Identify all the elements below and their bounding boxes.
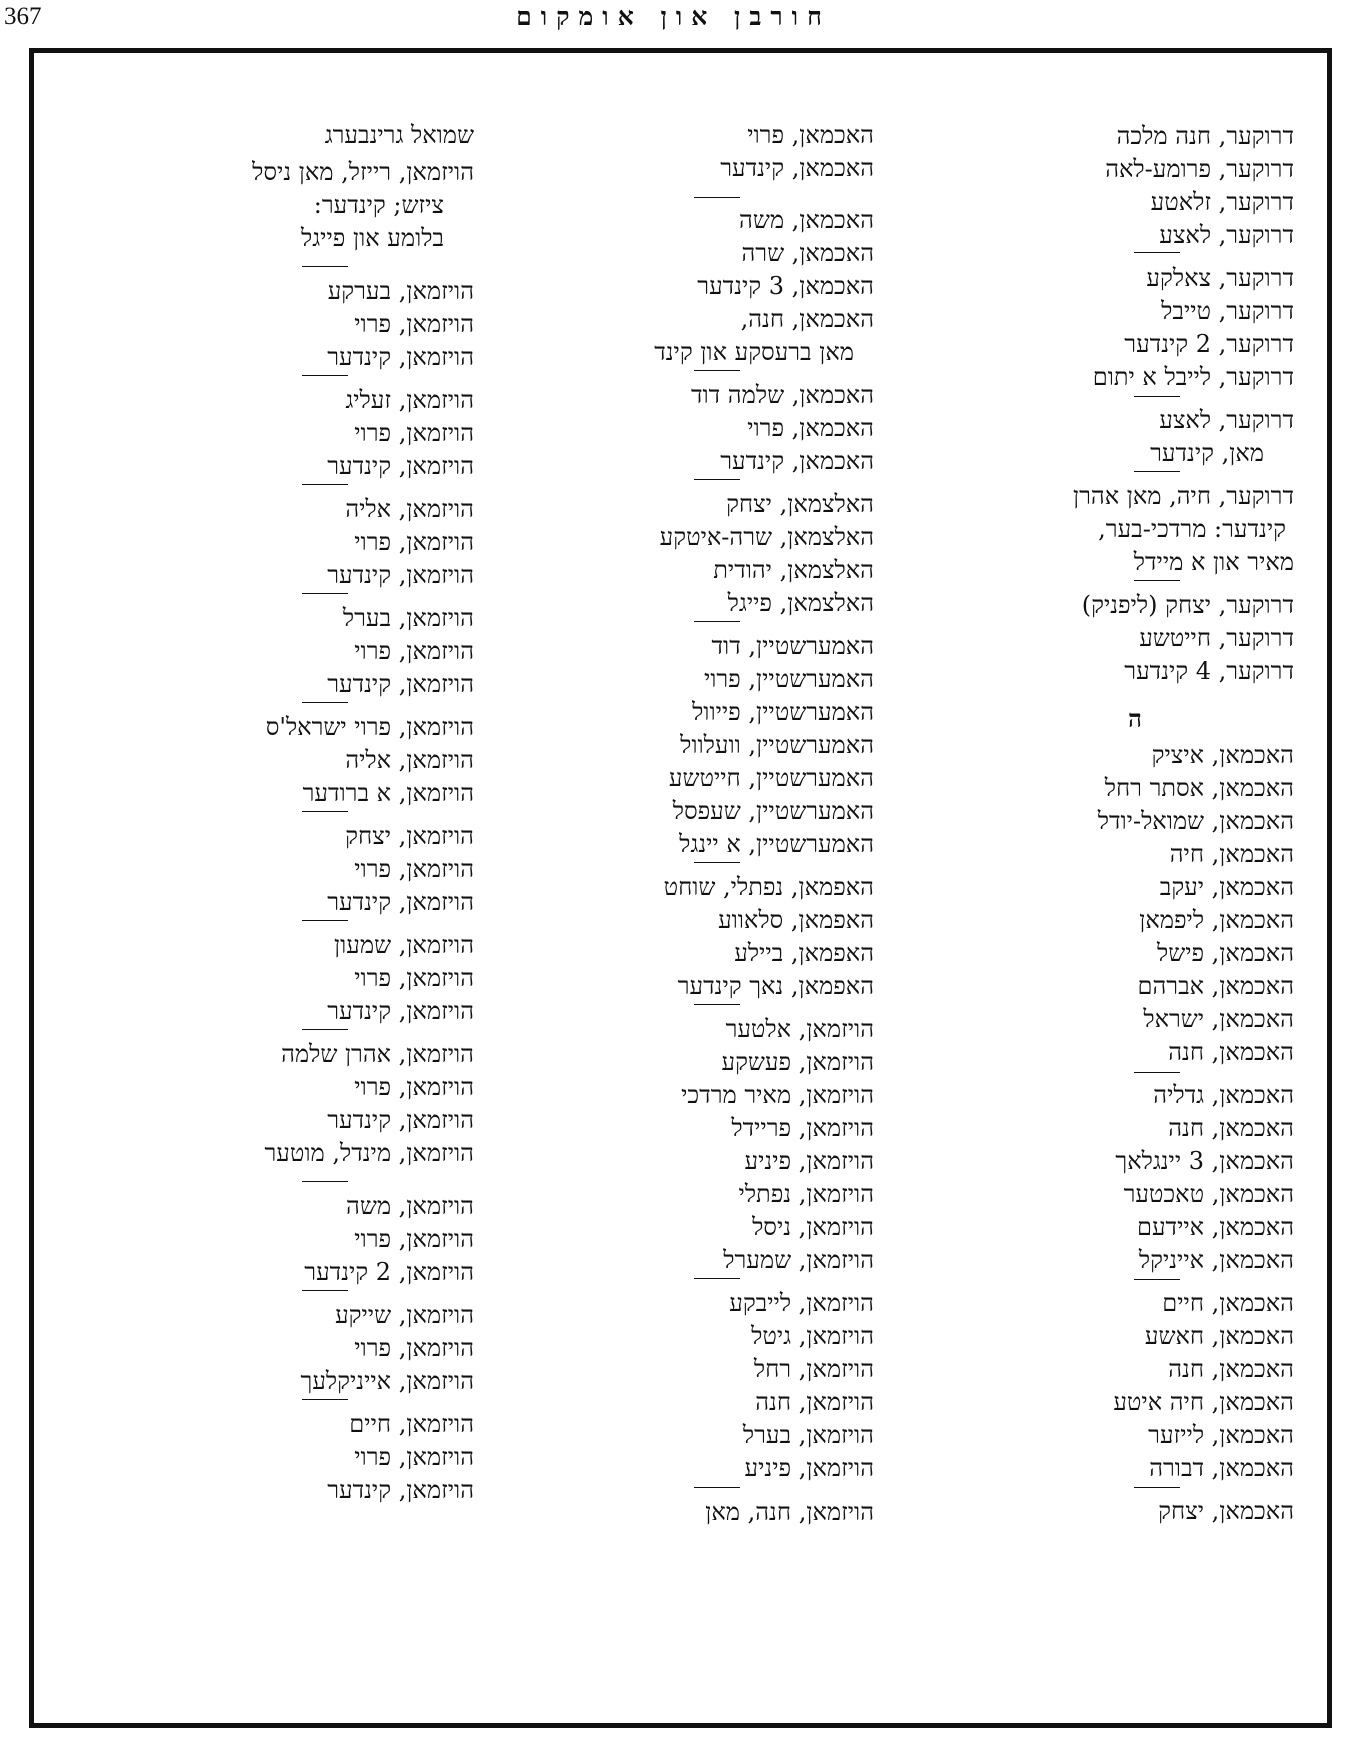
- list-item: הויזמאן, פיניע: [744, 1147, 874, 1175]
- separator-line: [302, 484, 348, 485]
- list-item: בלומע און פייגל: [301, 224, 444, 252]
- list-item: האכמאן, יצחק: [1158, 1497, 1294, 1525]
- separator-line: [302, 811, 348, 812]
- list-item: האכמאן, שמואל-יודל: [1097, 807, 1294, 835]
- list-item: האפמאן, נפתלי, שוחט: [663, 873, 874, 901]
- separator-line: [1134, 1279, 1180, 1280]
- list-item: הויזמאן, קינדער: [327, 1106, 474, 1134]
- list-item: הויזמאן, פרוי: [354, 1443, 474, 1471]
- separator-line: [302, 593, 348, 594]
- list-item: הויזמאן, קינדער: [327, 452, 474, 480]
- list-item: האכמאן, ליפמאן: [1139, 906, 1294, 934]
- separator-line: [302, 702, 348, 703]
- list-item: האכמאן, ישראל: [1143, 1005, 1294, 1033]
- list-item: האכמאן, שרה: [741, 239, 874, 267]
- list-item: הויזמאן, א ברודער: [302, 779, 474, 807]
- list-item: דרוקער, צאלקע: [1146, 264, 1294, 292]
- list-item: האכמאן, פרוי: [747, 121, 874, 149]
- list-item: דרוקער, חנה מלכה: [1116, 122, 1294, 150]
- separator-line: [1134, 471, 1180, 472]
- list-item: דרוקער, 4 קינדער: [1124, 657, 1294, 685]
- list-item: הויזמאן, פרוי ישראל'ס: [265, 713, 474, 741]
- list-item: הויזמאן, זעליג: [345, 386, 474, 414]
- list-item: דרוקער, יצחק (ליפניק): [1081, 591, 1294, 619]
- list-item: הויזמאן, שמערל: [723, 1246, 874, 1274]
- list-item: הויזמאן, רחל: [753, 1355, 874, 1383]
- separator-line: [694, 1278, 740, 1279]
- list-item: הויזמאן, מאיר מרדכי: [681, 1081, 874, 1109]
- list-item: האכמאן, 3 קינדער: [697, 272, 874, 300]
- list-item: האכמאן, אסתר רחל: [1104, 774, 1294, 802]
- list-item: האמערשטיין, א יינגל: [679, 830, 874, 858]
- list-item: האפמאן, סלאווע: [718, 906, 874, 934]
- list-item: האמערשטיין, חייטשע: [668, 764, 874, 792]
- list-item: האפמאן, נאך קינדער: [677, 972, 874, 1000]
- list-item: הויזמאן, אליה: [345, 495, 474, 523]
- list-item: האכמאן, חיה איטע: [1113, 1388, 1294, 1416]
- separator-line: [302, 1181, 348, 1182]
- list-item: האכמאן, דבורה: [1149, 1454, 1294, 1482]
- list-item: הויזמאן, אלטער: [725, 1015, 874, 1043]
- list-item: הויזמאן, פרוי: [354, 1073, 474, 1101]
- separator-line: [694, 862, 740, 863]
- list-item: קינדער: מרדכי-בער,: [1098, 515, 1286, 543]
- list-item: האכמאן, פישל: [1156, 939, 1294, 967]
- list-item: הויזמאן, קינדער: [327, 343, 474, 371]
- list-item: הויזמאן, אהרן שלמה: [281, 1040, 474, 1068]
- list-item: האכמאן, משה: [739, 206, 874, 234]
- list-item: הויזמאן, חנה, מאן: [705, 1498, 874, 1526]
- list-item: דרוקער, זלאטע: [1150, 188, 1294, 216]
- separator-line: [694, 197, 740, 198]
- page-frame: [29, 48, 1332, 1728]
- list-item: האכמאן, אברהם: [1137, 972, 1294, 1000]
- list-item: הויזמאן, נפתלי: [738, 1180, 874, 1208]
- list-item: הויזמאן, ניסל: [752, 1213, 874, 1241]
- list-item: דרוקער, פרומע-לאה: [1105, 155, 1294, 183]
- list-item: הויזמאן, פרוי: [354, 528, 474, 556]
- separator-line: [1134, 396, 1180, 397]
- list-item: הויזמאן, קינדער: [327, 670, 474, 698]
- list-item: דרוקער, 2 קינדער: [1124, 330, 1294, 358]
- list-item: האכמאן, קינדער: [720, 154, 874, 182]
- list-item: מאיר און א מיידל: [1133, 548, 1294, 576]
- list-item: הויזמאן, פרוי: [354, 1334, 474, 1362]
- list-item: האלצמאן, שרה-איטקע: [659, 523, 874, 551]
- separator-line: [1134, 1487, 1180, 1488]
- page-number: 367: [4, 3, 42, 30]
- list-item: הויזמאן, 2 קינדער: [304, 1258, 474, 1286]
- separator-line: [302, 266, 348, 267]
- separator-line: [302, 1029, 348, 1030]
- list-item: האכמאן, יעקב: [1159, 873, 1294, 901]
- list-item: האכמאן, חנה: [1168, 1038, 1294, 1066]
- separator-line: [1134, 252, 1180, 253]
- list-item: דרוקער, חיה, מאן אהרן: [1073, 482, 1294, 510]
- list-item: הויזמאן, שייקע: [335, 1301, 474, 1329]
- list-item: האכמאן, חאשע: [1144, 1322, 1294, 1350]
- separator-line: [694, 1487, 740, 1488]
- list-item: הויזמאן, פרוי: [354, 419, 474, 447]
- list-item: הויזמאן, פעשקע: [721, 1048, 874, 1076]
- list-item: הויזמאן, פרוי: [354, 855, 474, 883]
- list-item: הויזמאן, שמעון: [334, 931, 474, 959]
- list-item: הויזמאן, אייניקלעך: [300, 1367, 474, 1395]
- list-item: האכמאן, חנה: [1168, 1114, 1294, 1142]
- separator-line: [302, 375, 348, 376]
- list-item: האכמאן, חיה: [1169, 840, 1294, 868]
- list-item: האכמאן, לייזער: [1148, 1421, 1294, 1449]
- list-item: האכמאן, פרוי: [747, 414, 874, 442]
- list-item: דרוקער, חייטשע: [1139, 624, 1294, 652]
- list-item: הויזמאן, קינדער: [327, 1476, 474, 1504]
- section-letter: ה: [1128, 704, 1142, 733]
- list-item: הויזמאן, בערקע: [327, 277, 474, 305]
- list-item: הויזמאן, פרוי: [354, 964, 474, 992]
- list-item: האפמאן, ביילע: [734, 939, 874, 967]
- separator-line: [302, 920, 348, 921]
- list-item: האמערשטיין, פרוי: [703, 665, 874, 693]
- list-item: האכמאן, חנה,: [740, 305, 874, 333]
- list-item: האכמאן, 3 יינגלאך: [1115, 1147, 1294, 1175]
- list-item: הויזמאן, קינדער: [327, 561, 474, 589]
- separator-line: [694, 621, 740, 622]
- running-title: חורבן און אומקום: [516, 2, 831, 31]
- separator-line: [302, 1399, 348, 1400]
- list-item: האכמאן, שלמה דוד: [690, 381, 874, 409]
- list-item: הויזמאן, בערל: [342, 604, 474, 632]
- list-item: האכמאן, קינדער: [720, 447, 874, 475]
- list-item: הויזמאן, פרוי: [354, 310, 474, 338]
- list-item: האמערשטיין, פייוול: [692, 698, 874, 726]
- list-item: האכמאן, איציק: [1151, 741, 1294, 769]
- list-item: דרוקער, טייבל: [1161, 297, 1294, 325]
- list-item: הויזמאן, חנה: [755, 1388, 874, 1416]
- list-item: הויזמאן, רייזל, מאן ניסל: [252, 158, 474, 186]
- list-item: האלצמאן, יהודית: [713, 556, 874, 584]
- list-item: הויזמאן, יצחק: [345, 822, 474, 850]
- list-item: הויזמאן, פרוי: [354, 637, 474, 665]
- list-item: האכמאן, טאכטער: [1123, 1180, 1294, 1208]
- list-item: הויזמאן, לייבקע: [729, 1289, 874, 1317]
- list-item: מאן ברעסקע און קינד: [654, 338, 854, 366]
- list-item: האמערשטיין, וועלוול: [680, 731, 874, 759]
- list-item: דרוקער, לאצע: [1159, 406, 1294, 434]
- list-item: הויזמאן, אליה: [345, 746, 474, 774]
- list-item: דרוקער, לאצע: [1159, 221, 1294, 249]
- list-item: הויזמאן, פיניע: [744, 1454, 874, 1482]
- list-item: הויזמאן, מינדל, מוטער: [264, 1139, 474, 1167]
- list-item: האמערשטיין, דוד: [711, 632, 874, 660]
- list-item: הויזמאן, פריידל: [731, 1114, 874, 1142]
- list-item: דרוקער, לייבל א יתום: [1092, 363, 1294, 391]
- list-item: שמואל גרינבערג: [324, 121, 474, 149]
- list-item: הויזמאן, גיטל: [751, 1322, 874, 1350]
- separator-line: [694, 370, 740, 371]
- separator-line: [302, 1290, 348, 1291]
- separator-line: [694, 1004, 740, 1005]
- list-item: הויזמאן, פרוי: [354, 1225, 474, 1253]
- separator-line: [1134, 1072, 1180, 1073]
- list-item: הויזמאן, חיים: [349, 1410, 474, 1438]
- list-item: האלצמאן, יצחק: [726, 490, 874, 518]
- separator-line: [694, 479, 740, 480]
- list-item: הויזמאן, קינדער: [327, 997, 474, 1025]
- separator-line: [1134, 580, 1180, 581]
- list-item: ציזש; קינדער:: [313, 191, 444, 219]
- list-item: האכמאן, חנה: [1168, 1355, 1294, 1383]
- list-item: מאן, קינדער: [1150, 439, 1264, 467]
- list-item: הויזמאן, בערל: [742, 1421, 874, 1449]
- list-item: הויזמאן, קינדער: [327, 888, 474, 916]
- list-item: האכמאן, איידעם: [1136, 1213, 1294, 1241]
- list-item: האכמאן, גדליה: [1153, 1081, 1294, 1109]
- list-item: האלצמאן, פייגל: [727, 589, 874, 617]
- list-item: הויזמאן, משה: [346, 1192, 474, 1220]
- list-item: האכמאן, אייניקל: [1138, 1246, 1294, 1274]
- list-item: האכמאן, חיים: [1162, 1289, 1294, 1317]
- list-item: האמערשטיין, שעפסל: [672, 797, 874, 825]
